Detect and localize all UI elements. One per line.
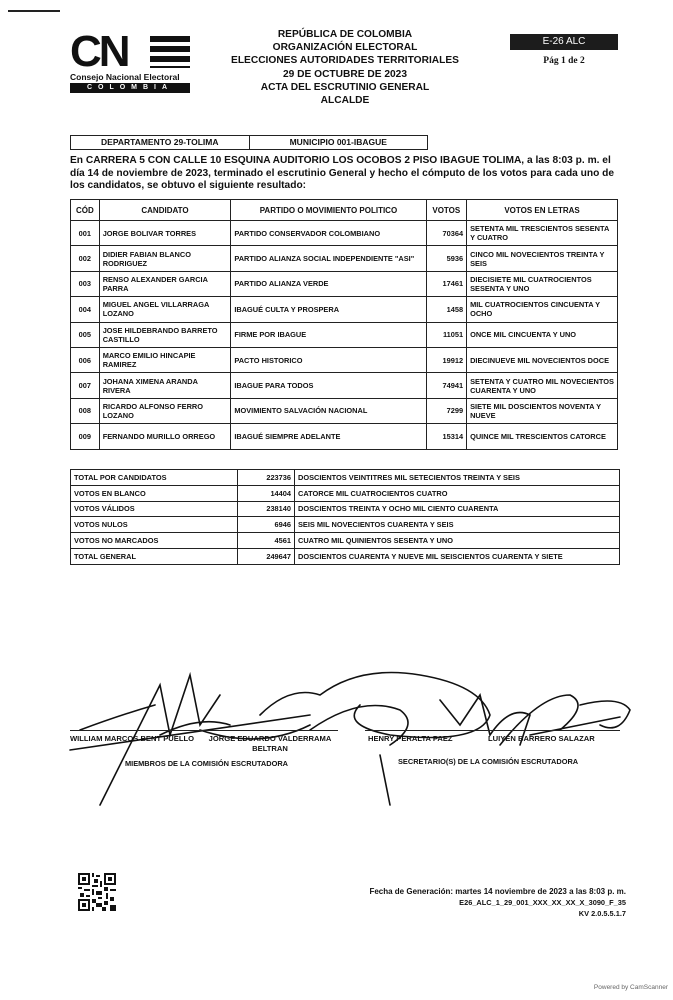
votes-in-letters: SIETE MIL DOSCIENTOS NOVENTA Y NUEVE — [467, 398, 618, 423]
candidate-name: MARCO EMILIO HINCAPIE RAMIREZ — [99, 347, 231, 372]
signature-line — [70, 730, 338, 731]
table-row — [71, 424, 618, 449]
total-label: TOTAL GENERAL — [71, 548, 238, 564]
party-name: IBAGUÉ CULTA Y PROSPERA — [231, 297, 426, 322]
table-row — [71, 271, 618, 296]
camscanner-watermark: Powered by CamScanner — [593, 984, 668, 991]
secretary-role-label: SECRETARIO(S) DE LA COMISIÓN ESCRUTADORA — [398, 757, 579, 766]
generation-date: Fecha de Generación: martes 14 noviembre de 2023 a las 8:03 p. m. — [369, 887, 626, 896]
form-code-badge: E-26 ALC — [510, 34, 618, 50]
total-letters: CATORCE MIL CUATROCIENTOS CUATRO — [295, 485, 620, 501]
total-label: VOTOS NO MARCADOS — [71, 533, 238, 549]
votes-in-letters: CINCO MIL NOVECIENTOS TREINTA Y SEIS — [467, 246, 618, 271]
total-label: TOTAL POR CANDIDATOS — [71, 470, 238, 486]
signer-name: WILLIAM MARCOS BENT PUELLO — [70, 734, 195, 743]
header-line: REPÚBLICA DE COLOMBIA — [277, 29, 413, 40]
municipality-label: MUNICIPIO 001-IBAGUE — [289, 137, 387, 147]
file-code: E26_ALC_1_29_001_XXX_XX_XX_X_3090_F_35 — [459, 898, 626, 907]
vote-count: 70364 — [426, 221, 467, 246]
candidate-name: JOSE HILDEBRANDO BARRETO CASTILLO — [99, 322, 231, 347]
votes-in-letters: SETENTA MIL TRESCIENTOS SESENTA Y CUATRO — [467, 221, 618, 246]
totals-table — [70, 469, 620, 565]
party-name: MOVIMIENTO SALVACIÓN NACIONAL — [231, 398, 426, 423]
version-code: KV 2.0.5.5.1.7 — [578, 909, 626, 918]
candidate-name: FERNANDO MURILLO ORREGO — [99, 424, 231, 449]
votes-in-letters: ONCE MIL CINCUENTA Y UNO — [467, 322, 618, 347]
header-line: ELECCIONES AUTORIDADES TERRITORIALES — [231, 55, 459, 67]
table-row — [71, 347, 618, 372]
department-label: DEPARTAMENTO 29-TOLIMA — [71, 136, 250, 149]
total-value: 249647 — [238, 548, 295, 564]
candidate-name: DIDIER FABIAN BLANCO RODRIGUEZ — [99, 246, 231, 271]
total-letters: DOSCIENTOS TREINTA Y OCHO MIL CIENTO CUARENTA — [295, 501, 620, 517]
scan-mark — [8, 10, 60, 12]
total-value: 238140 — [238, 501, 295, 517]
candidate-code: 008 — [71, 398, 100, 423]
totals-row — [71, 485, 620, 501]
totals-row — [71, 533, 620, 549]
candidate-code: 009 — [71, 424, 100, 449]
party-name: IBAGUÉ SIEMPRE ADELANTE — [231, 424, 426, 449]
vote-count: 11051 — [426, 322, 467, 347]
total-value: 14404 — [238, 485, 295, 501]
document-header — [220, 28, 470, 107]
candidate-name: MIGUEL ANGEL VILLARRAGA LOZANO — [99, 297, 231, 322]
party-name: PARTIDO ALIANZA SOCIAL INDEPENDIENTE "ASI" — [231, 246, 426, 271]
vote-count: 74941 — [426, 373, 467, 398]
page-number: Pág 1 de 2 — [543, 56, 585, 66]
table-row — [71, 221, 618, 246]
party-name: PACTO HISTORICO — [231, 347, 426, 372]
candidate-code: 004 — [71, 297, 100, 322]
candidate-code: 006 — [71, 347, 100, 372]
total-letters: DOSCIENTOS CUARENTA Y NUEVE MIL SEISCIENTOS CUARENTA Y SIETE — [295, 548, 620, 564]
totals-row — [71, 517, 620, 533]
totals-row — [71, 470, 620, 486]
col-votes: VOTOS — [426, 200, 467, 221]
table-row — [71, 322, 618, 347]
party-name: PARTIDO CONSERVADOR COLOMBIANO — [231, 221, 426, 246]
total-label: VOTOS EN BLANCO — [71, 485, 238, 501]
col-party: PARTIDO O MOVIMIENTO POLITICO — [231, 200, 426, 221]
candidate-code: 003 — [71, 271, 100, 296]
svg-text:CN: CN — [70, 28, 128, 76]
total-value: 223736 — [238, 470, 295, 486]
members-role-label: MIEMBROS DE LA COMISIÓN ESCRUTADORA — [125, 759, 289, 768]
total-letters: SEIS MIL NOVECIENTOS CUARENTA Y SEIS — [295, 517, 620, 533]
header-line: ACTA DEL ESCRUTINIO GENERAL — [260, 81, 430, 93]
vote-count: 7299 — [426, 398, 467, 423]
candidates-table — [70, 199, 618, 450]
col-letters: VOTOS EN LETRAS — [467, 200, 618, 221]
header-line: ALCALDE — [320, 95, 370, 107]
vote-count: 5936 — [426, 246, 467, 271]
table-row — [71, 398, 618, 423]
total-letters: CUATRO MIL QUINIENTOS SESENTA Y UNO — [295, 533, 620, 549]
total-letters: DOSCIENTOS VEINTITRES MIL SETECIENTOS TREINTA Y SEIS — [295, 470, 620, 486]
total-value: 6946 — [238, 517, 295, 533]
table-row — [71, 373, 618, 398]
candidate-name: JOHANA XIMENA ARANDA RIVERA — [99, 373, 231, 398]
signer-name: JORGE EDUARDO VALDERRAMA BELTRAN — [208, 734, 332, 753]
vote-count: 1458 — [426, 297, 467, 322]
candidate-code: 005 — [71, 322, 100, 347]
votes-in-letters: DIECISIETE MIL CUATROCIENTOS SESENTA Y UNO — [467, 271, 618, 296]
table-header-row — [71, 200, 618, 221]
logo-country: COLOMBIA — [70, 83, 190, 93]
total-label: VOTOS VÁLIDOS — [71, 501, 238, 517]
party-name: IBAGUE PARA TODOS — [231, 373, 426, 398]
candidate-code: 002 — [71, 246, 100, 271]
qr-code-icon — [78, 873, 116, 911]
signer-name: HENRY PERALTA PAEZ — [368, 734, 453, 743]
vote-count: 17461 — [426, 271, 467, 296]
candidate-name: RENSO ALEXANDER GARCIA PARRA — [99, 271, 231, 296]
total-value: 4561 — [238, 533, 295, 549]
table-row — [71, 246, 618, 271]
candidate-code: 007 — [71, 373, 100, 398]
location-box — [70, 135, 428, 150]
votes-in-letters: MIL CUATROCIENTOS CINCUENTA Y OCHO — [467, 297, 618, 322]
votes-in-letters: SETENTA Y CUATRO MIL NOVECIENTOS CUARENTA Y UNO — [467, 373, 618, 398]
party-name: PARTIDO ALIANZA VERDE — [231, 271, 426, 296]
candidate-name: JORGE BOLIVAR TORRES — [99, 221, 231, 246]
votes-in-letters: QUINCE MIL TRESCIENTOS CATORCE — [467, 424, 618, 449]
party-name: FIRME POR IBAGUE — [231, 322, 426, 347]
totals-row — [71, 548, 620, 564]
vote-count: 15314 — [426, 424, 467, 449]
logo-subtitle: Consejo Nacional Electoral — [70, 72, 180, 82]
candidate-code: 001 — [71, 221, 100, 246]
vote-count: 19912 — [426, 347, 467, 372]
col-cod: CÓD — [71, 200, 100, 221]
votes-in-letters: DIECINUEVE MIL NOVECIENTOS DOCE — [467, 347, 618, 372]
total-label: VOTOS NULOS — [71, 517, 238, 533]
candidate-name: RICARDO ALFONSO FERRO LOZANO — [99, 398, 231, 423]
generation-footer — [300, 886, 626, 919]
header-line: 29 DE OCTUBRE DE 2023 — [283, 68, 407, 80]
col-candidate: CANDIDATO — [99, 200, 231, 221]
signer-name: LUIYEN BARRERO SALAZAR — [488, 734, 595, 743]
signature-line — [365, 730, 620, 731]
table-row — [71, 297, 618, 322]
totals-row — [71, 501, 620, 517]
header-line: ORGANIZACIÓN ELECTORAL — [272, 42, 418, 54]
intro-paragraph: En CARRERA 5 CON CALLE 10 ESQUINA AUDITORIO LOS OCOBOS 2 PISO IBAGUE TOLIMA, a las 8:03 p. m. el día 14 de noviembre de 2023, terminado el escrutinio General y hecho el cómputo de los votos para cada uno de los candidatos, se obtuvo el siguiente resultado: — [70, 155, 615, 192]
